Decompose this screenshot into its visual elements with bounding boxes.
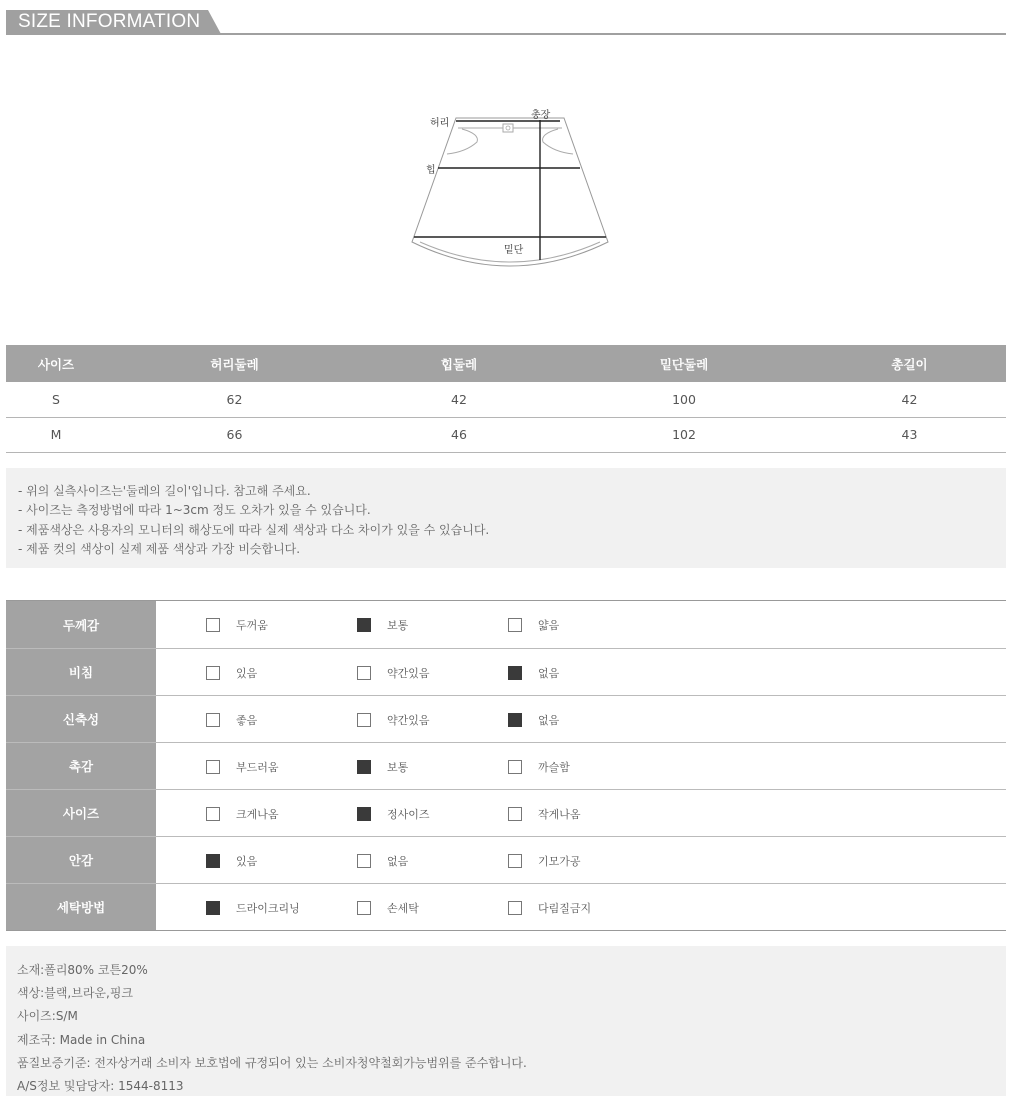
property-option-label: 정사이즈: [387, 808, 430, 821]
checked-box-icon: [357, 807, 371, 821]
note-line: - 사이즈는 측정방법에 따라 1~3cm 정도 오차가 있을 수 있습니다.: [18, 503, 371, 518]
unchecked-box-icon: [206, 713, 220, 727]
skirt-measurement-diagram: [400, 100, 620, 280]
unchecked-box-icon: [357, 713, 371, 727]
property-option: [357, 712, 430, 728]
property-option: [206, 806, 279, 822]
property-option: [508, 900, 591, 916]
property-option: [357, 806, 430, 822]
size-table: [6, 345, 1006, 453]
property-label: 촉감: [6, 743, 156, 789]
property-option: [357, 900, 419, 916]
measurement-notes: [6, 468, 1006, 568]
table-cell: 100: [555, 382, 813, 417]
property-row: [6, 648, 1006, 695]
diagram-label-waist: 허리: [430, 118, 450, 129]
property-label: 신축성: [6, 696, 156, 742]
table-cell: 42: [363, 382, 555, 417]
property-option-label: 없음: [387, 855, 409, 868]
unchecked-box-icon: [206, 666, 220, 680]
property-row: [6, 883, 1006, 930]
info-line: 소재:폴리80% 코튼20%: [17, 963, 148, 977]
unchecked-box-icon: [206, 807, 220, 821]
table-row: [6, 417, 1006, 452]
property-option-label: 없음: [538, 667, 560, 680]
property-option: [206, 853, 257, 869]
table-row: [6, 382, 1006, 417]
property-options: [156, 649, 1006, 695]
property-label: 세탁방법: [6, 884, 156, 930]
property-option-label: 크게나옴: [236, 808, 279, 821]
info-line: 색상:블랙,브라운,핑크: [17, 986, 134, 1001]
size-table-header: 사이즈: [6, 345, 106, 382]
diagram-label-hem: 밑단: [504, 245, 524, 256]
size-table-header: 허리둘레: [106, 345, 363, 382]
section-header: [6, 10, 1006, 35]
info-line: 품질보증기준: 전자상거래 소비자 보호법에 규정되어 있는 소비자청약철회가능범위를 준수합니다.: [17, 1055, 527, 1070]
property-option: [206, 712, 257, 728]
property-option-label: 손세탁: [387, 902, 419, 915]
property-option: [508, 712, 559, 728]
table-cell: 43: [813, 417, 1006, 452]
property-option-label: 좋음: [236, 714, 258, 727]
unchecked-box-icon: [508, 618, 522, 632]
property-option: [508, 853, 581, 869]
diagram-label-total-length: 총장: [531, 110, 551, 121]
unchecked-box-icon: [508, 760, 522, 774]
unchecked-box-icon: [206, 760, 220, 774]
property-options: [156, 743, 1006, 789]
property-option-label: 두꺼움: [236, 619, 268, 632]
table-cell: M: [6, 417, 106, 452]
property-option-label: 보통: [387, 619, 409, 632]
property-label: 비침: [6, 649, 156, 695]
property-options: [156, 601, 1006, 648]
property-options: [156, 790, 1006, 836]
unchecked-box-icon: [357, 854, 371, 868]
fabric-properties-table: [6, 600, 1006, 931]
checked-box-icon: [357, 760, 371, 774]
size-table-header: 밑단둘레: [555, 345, 813, 382]
property-option-label: 얇음: [538, 619, 560, 632]
property-option: [508, 617, 559, 633]
note-line: - 위의 실측사이즈는'둘레의 길이'입니다. 참고해 주세요.: [18, 484, 311, 498]
property-option-label: 약간있음: [387, 714, 430, 727]
note-line: - 제품색상은 사용자의 모니터의 해상도에 따라 실제 색상과 다소 차이가 있을 수 있습니다.: [18, 522, 490, 537]
table-cell: 62: [106, 382, 363, 417]
property-option-label: 부드러움: [236, 761, 279, 774]
property-label: 사이즈: [6, 790, 156, 836]
table-cell: 46: [363, 417, 555, 452]
property-option: [508, 665, 559, 681]
property-options: [156, 884, 1006, 930]
table-cell: 42: [813, 382, 1006, 417]
product-info: [6, 946, 1006, 1096]
property-option: [357, 853, 408, 869]
property-options: [156, 837, 1006, 883]
property-option-label: 있음: [236, 667, 258, 680]
property-option: [357, 665, 430, 681]
unchecked-box-icon: [206, 618, 220, 632]
property-option-label: 드라이크리닝: [236, 902, 300, 915]
checked-box-icon: [206, 854, 220, 868]
info-line: 사이즈:S/M: [17, 1009, 78, 1024]
table-cell: 102: [555, 417, 813, 452]
property-options: [156, 696, 1006, 742]
property-option-label: 기모가공: [538, 855, 581, 868]
unchecked-box-icon: [508, 807, 522, 821]
property-row: [6, 695, 1006, 742]
size-table-header-row: [6, 345, 1006, 382]
property-row: [6, 601, 1006, 648]
property-row: [6, 789, 1006, 836]
property-option: [206, 617, 268, 633]
property-option-label: 없음: [538, 714, 560, 727]
section-title: SIZE INFORMATION: [18, 11, 201, 32]
property-row: [6, 742, 1006, 789]
property-option-label: 다림질금지: [538, 902, 592, 915]
property-label: 안감: [6, 837, 156, 883]
property-option-label: 약간있음: [387, 667, 430, 680]
property-option: [357, 617, 408, 633]
checked-box-icon: [357, 618, 371, 632]
unchecked-box-icon: [357, 901, 371, 915]
unchecked-box-icon: [508, 901, 522, 915]
property-option: [206, 900, 300, 916]
unchecked-box-icon: [357, 666, 371, 680]
info-line: 제조국: Made in China: [17, 1032, 146, 1047]
property-row: [6, 836, 1006, 883]
table-cell: S: [6, 382, 106, 417]
property-option: [206, 759, 279, 775]
property-option: [508, 806, 581, 822]
property-label: 두께감: [6, 601, 156, 648]
property-option: [508, 759, 570, 775]
property-option-label: 보통: [387, 761, 409, 774]
info-line: A/S정보 및담당자: 1544-8113: [17, 1079, 184, 1094]
size-table-header: 총길이: [813, 345, 1006, 382]
diagram-label-hip: 힙: [426, 165, 436, 176]
note-line: - 제품 컷의 색상이 실제 제품 색상과 가장 비슷합니다.: [18, 541, 301, 556]
property-option-label: 까슬함: [538, 761, 570, 774]
table-cell: 66: [106, 417, 363, 452]
checked-box-icon: [206, 901, 220, 915]
checked-box-icon: [508, 713, 522, 727]
property-option-label: 있음: [236, 855, 258, 868]
property-option: [206, 665, 257, 681]
property-option: [357, 759, 408, 775]
unchecked-box-icon: [508, 854, 522, 868]
checked-box-icon: [508, 666, 522, 680]
size-table-header: 힙둘레: [363, 345, 555, 382]
property-option-label: 작게나옴: [538, 808, 581, 821]
